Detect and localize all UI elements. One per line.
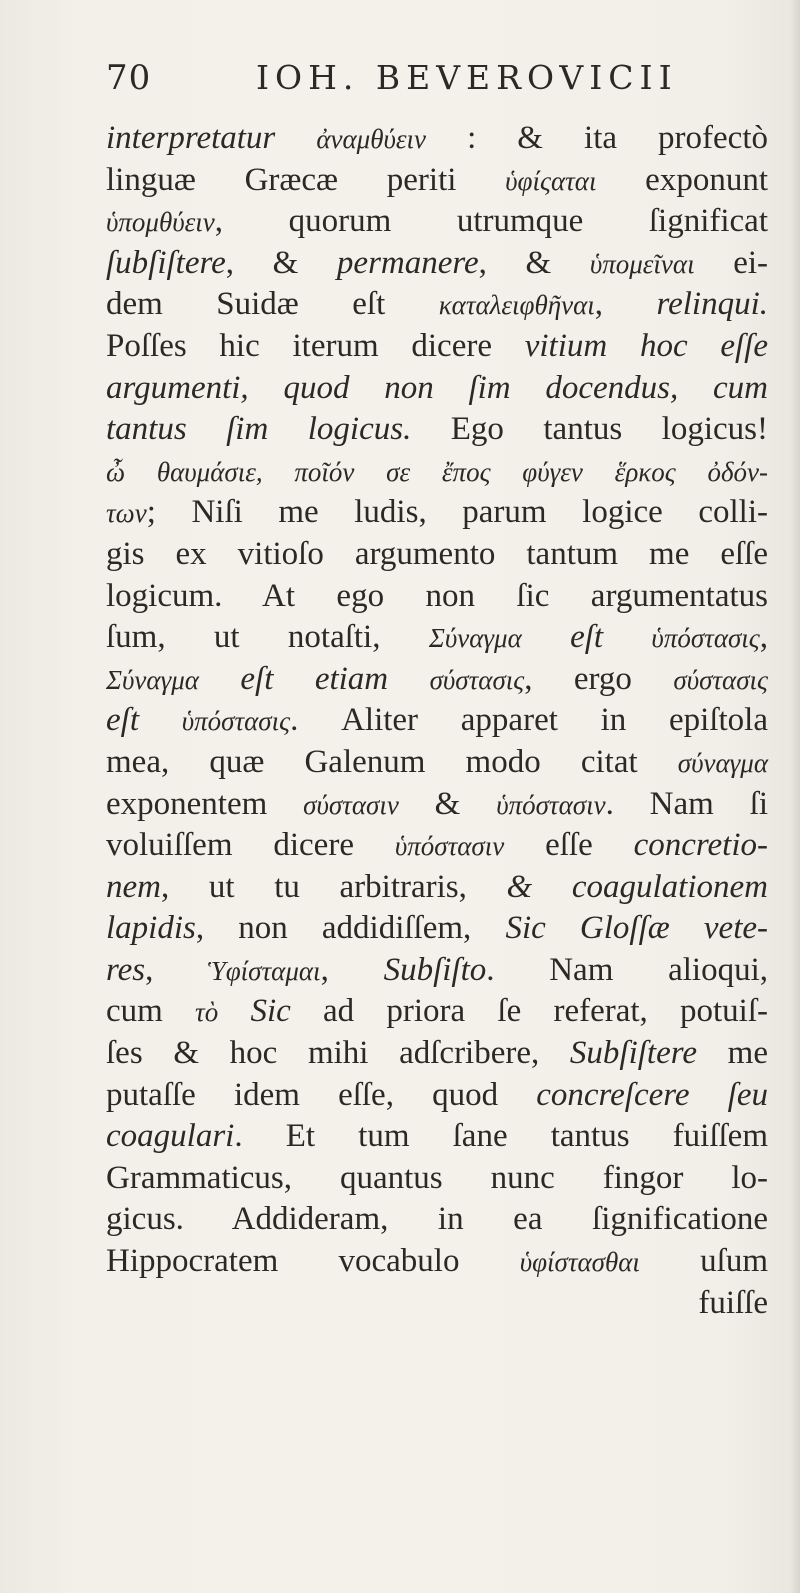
text-line [106,576,768,618]
running-head [106,58,726,110]
text-segment: , ergo [524,660,674,697]
italic-text: ſubſiſtere [106,244,226,281]
text-line [106,700,768,742]
text-segment: Ego tantus logicus! [411,411,768,448]
text-segment [603,619,651,655]
text-line [106,742,768,784]
text-segment: , & [225,244,337,281]
greek-word: Σύναγμα [106,664,199,695]
italic-text: concretio- [633,827,768,864]
text-segment: dem Suidæ eſt [106,286,439,323]
italic-text: Sic [250,993,291,1030]
greek-word: σύστασιν [303,789,399,820]
italic-text: eſt [106,702,139,739]
text-segment: , quorum utrumque ſignificat [214,203,768,240]
greek-word: των [106,498,147,529]
italic-text: vitium hoc eſſe [524,327,768,364]
text-segment: ad priora ſe referat, potuiſ- [290,993,768,1030]
text-segment [139,702,182,738]
text-segment: me [697,1035,768,1072]
text-segment [199,661,240,697]
greek-word: τὸ [195,997,219,1028]
greek-word: ὑπομεῖναι [589,248,695,279]
italic-text: nem [106,868,161,905]
text-segment: cum [106,993,196,1030]
text-segment [218,993,250,1029]
text-segment: ſes & hoc mihi adſcribere, [106,1035,570,1072]
text-line [106,451,768,493]
text-segment: : & ita profectò [426,120,769,156]
greek-word: ὑπομθύειν [106,207,215,238]
text-line [106,201,768,243]
italic-text: permanere [336,244,479,281]
greek-word: καταλειφθῆναι [438,290,595,321]
italic-text: eſt [570,619,604,656]
text-line [106,1241,768,1283]
text-segment: gicus. Addideram, in ea ſignificatione [106,1201,768,1238]
greek-word: ὑπόστασις [651,623,760,654]
text-segment: . Nam alioqui, [486,951,769,988]
italic-text: Subſiſtere [569,1035,698,1072]
page-edge-shadow [790,0,800,1593]
text-line [106,1075,768,1117]
text-line [106,243,768,285]
text-line [106,867,768,909]
greek-word: Ὑφίσταμαι [208,955,321,986]
text-line [106,1283,768,1325]
text-segment: , ut tu arbitraris, [160,868,507,905]
text-line [106,534,768,576]
greek-word: σύναγμα [677,747,768,778]
italic-text: & coagulationem [506,868,768,905]
text-segment [388,661,429,697]
text-line [106,284,768,326]
text-segment: exponunt [596,161,768,198]
text-line [106,409,768,451]
greek-word: ὑπόστασις [181,706,291,737]
text-line [106,1033,768,1075]
text-line [106,659,768,701]
text-segment: putaſſe idem eſſe, quod [106,1076,537,1113]
italic-text: res [106,951,146,988]
text-line [106,950,768,992]
italic-text: interpretatur [106,120,276,156]
text-segment: ; Niſi me ludis, parum logice colli- [146,494,768,531]
text-line [106,825,768,867]
text-segment: , [320,951,384,988]
text-line [106,991,768,1033]
text-segment: logicum. At ego non ſic argumentatus [106,577,768,614]
text-line [106,617,768,659]
text-segment: . Aliter apparet in epiſtola [290,702,768,739]
italic-text: Sic Gloſſæ vete- [505,910,768,947]
text-line [106,1116,768,1158]
italic-text: Subſiſto [383,951,487,988]
italic-text: argumenti, quod non ſim docendus, cum [106,369,768,406]
text-segment [522,619,570,655]
greek-word: ὦ θαυμάσιε, ποῖόν σε ἔπος φύγεν ἕρκος ὀδόν- [106,456,768,487]
text-segment: , [759,619,769,656]
italic-text: eſt etiam [240,660,389,697]
italic-text: relinqui. [656,286,768,323]
text-segment [275,120,316,156]
text-segment: Grammaticus, quantus nunc fingor lo- [106,1159,768,1196]
text-line [106,784,768,826]
italic-text: tantus ſim logicus. [106,411,412,448]
text-segment: Hippocratem vocabulo [106,1243,520,1280]
text-line [106,368,768,410]
text-segment: Poſſes hic iterum dicere [106,327,525,364]
text-segment: uſum [639,1243,769,1280]
text-segment: exponentem [106,785,304,822]
text-segment: , non addidiſſem, [195,910,506,947]
text-segment: linguæ Græcæ periti [106,161,506,198]
greek-word: ἀναμθύειν [316,124,427,154]
text-segment: , [594,286,657,323]
text-segment: & [398,785,497,822]
text-segment: , & [478,244,590,281]
text-segment: , [145,951,209,988]
text-line [106,1199,768,1241]
italic-text: concreſcere ſeu [536,1076,768,1113]
text-line [106,1158,768,1200]
running-title: IOH. BEVEROVICII [256,58,678,97]
text-segment: voluiſſem dicere [106,827,395,864]
text-line [106,326,768,368]
page-number: 70 [106,58,152,98]
greek-word: ὑπόστασιν [394,831,505,862]
italic-text: coagulari [106,1118,235,1155]
body-text [106,118,768,1324]
text-segment: . Nam ſi [605,785,769,822]
text-line [106,492,768,534]
text-segment: eſſe [504,827,634,864]
italic-text: lapidis [106,910,196,947]
greek-word: ὑφίςαται [505,165,597,196]
text-segment: ſum, ut notaſti, [106,619,429,656]
text-segment: ei- [694,244,769,281]
greek-word: σύστασις [429,664,525,695]
greek-word: ὑφίστασθαι [519,1247,640,1278]
text-segment: mea, quæ Galenum modo citat [106,743,678,780]
text-segment: . Et tum ſane tantus fuiſſem [234,1118,768,1155]
text-line [106,160,768,202]
greek-word: ὑπόστασιν [496,789,606,820]
text-line [106,908,768,950]
greek-word: Σύναγμα [428,623,522,654]
text-segment: fuiſſe [698,1284,768,1321]
greek-word: σύστασις [673,664,769,695]
text-segment: gis ex vitioſo argumento tantum me eſſe [106,535,768,572]
text-line [106,118,768,160]
